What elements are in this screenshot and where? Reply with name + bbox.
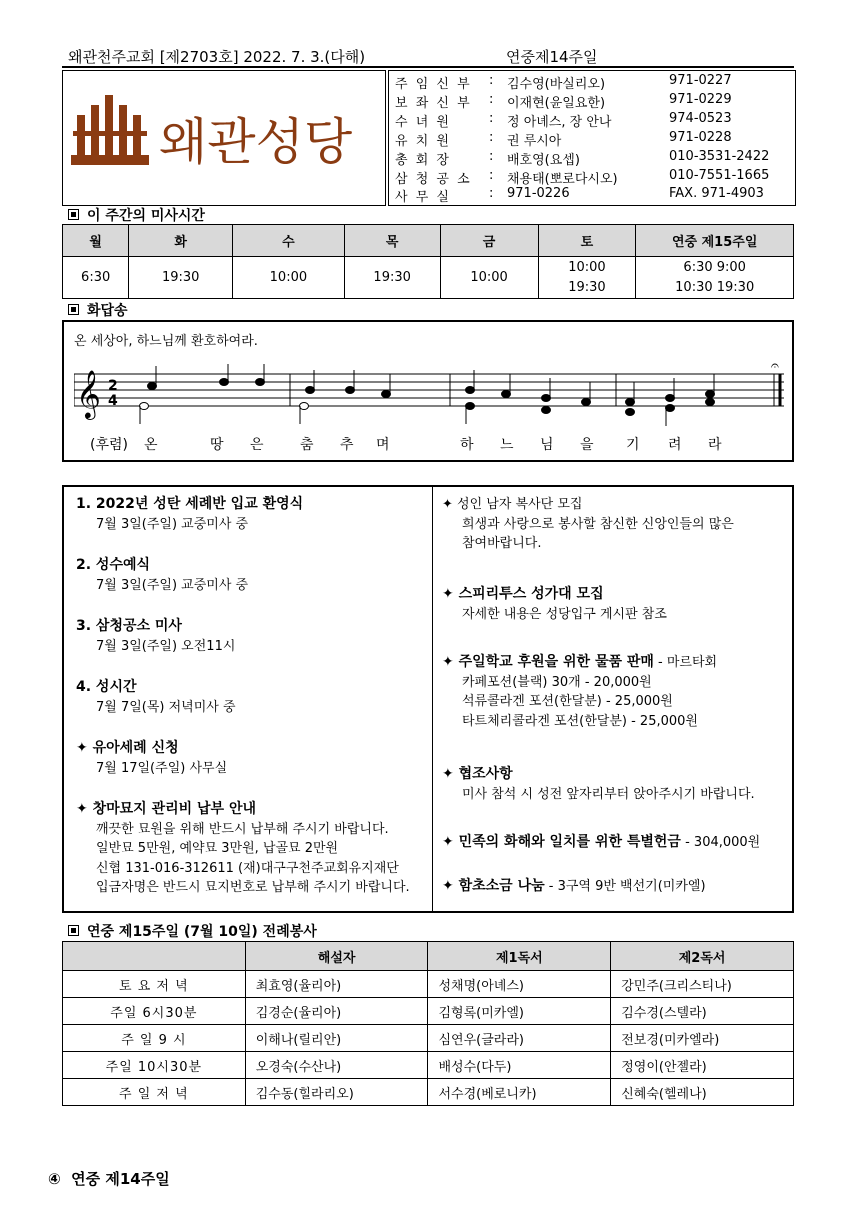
sunday-title: 연중제14주일 [506,48,598,66]
notice-item: ✦ 함초소금 나눔 - 3구역 9반 백선기(미카엘) [442,878,706,894]
mass-time: 6:30 [63,257,129,299]
church-logo [63,71,385,205]
lyric: 느 [500,437,514,453]
notice-item: ✦ 주일학교 후원을 위한 물품 판매 - 마르타회 카페포션(블랙) 30개 - 20,000원 석류콜라겐 포션(한달분) - 25,000원 타트체리콜라겐 포션(한달분) - 25,000원 [442,654,718,729]
staff-directory [388,70,796,206]
lyric: 은 [250,437,264,453]
staff-row: 수 녀 원 : 정 아녜스, 장 안나 974-0523 [395,111,732,130]
notice-item: ✦ 민족의 화해와 일치를 위한 특별헌금 - 304,000원 [442,834,761,850]
staff-row: 보 좌 신 부 : 이재현(윤일요한) 971-0229 [395,92,732,111]
music-staff [74,362,786,432]
table-row: 주일 10시30분 오경숙(수산나) 배성수(다두) 정영이(안젤라) [63,1052,794,1079]
day-header: 연중 제15주일 [636,225,794,257]
mass-time-sat: 10:00 19:30 [538,257,636,299]
psalm-text: 온 세상아, 하느님께 환호하여라. [74,334,258,349]
table-row: 주일 6시30분 김경순(율리아) 김형록(미카엘) 김수경(스텔라) [63,998,794,1025]
lyric: 추 [340,437,354,453]
psalm-section-title: 화답송 [62,300,128,320]
svg-text:2: 2 [108,378,118,394]
lyric: 기 [626,437,640,453]
lyric: 땅 [210,437,224,453]
lyric: 라 [708,437,722,453]
staff-row: 총 회 장 : 배호영(요셉) 010-3531-2422 [395,149,770,168]
table-row: 토 요 저 녁 최효영(율리아) 성채명(아녜스) 강민주(크리스티나) [63,971,794,998]
lyric: (후렴) [90,437,128,453]
logo-box [62,70,386,206]
notice-item: 2. 성수예식 7월 3일(주일) 교중미사 중 [76,557,249,593]
staff-row: 유 치 원 : 권 루시아 971-0228 [395,130,732,149]
bulletin-header [62,44,794,68]
mass-section-title: 이 주간의 미사시간 [62,205,205,225]
mass-time-sun: 6:30 9:00 10:30 19:30 [636,257,794,299]
day-header: 수 [233,225,345,257]
notices-box [62,485,794,913]
psalm-box [62,320,794,462]
mass-time: 10:00 [440,257,538,299]
notice-item: ✦ 협조사항 미사 참석 시 성전 앞자리부터 앉아주시기 바랍니다. [442,766,755,802]
logo-text: 왜관성당 [159,113,353,171]
notice-item: 4. 성시간 7월 7일(목) 저녁미사 중 [76,679,236,715]
page-footer: ④ 연중 제14주일 [48,1170,170,1188]
svg-text:𝄐: 𝄐 [771,362,779,374]
notice-item: ✦ 유아세례 신청 7월 17일(주일) 사무실 [76,740,228,776]
treble-clef: 𝄞 [76,369,101,418]
day-header: 금 [440,225,538,257]
table-row: 주 일 저 녁 김수동(힐라리오) 서수경(베로니카) 신혜숙(헬레나) [63,1079,794,1106]
lyric: 며 [376,437,390,453]
lyric: 님 [540,437,554,453]
lyric: 하 [460,437,474,453]
mass-time: 19:30 [344,257,440,299]
mass-time: 19:30 [129,257,233,299]
lyric: 온 [144,437,158,453]
lyric: 려 [668,437,682,453]
serve-table: 해설자 제1독서 제2독서 토 요 저 녁 최효영(율리아) 성채명(아녜스) 강민주(크리스티나) 주일 6시30분 김경순(율리아) 김형록(미카엘) 김수경(스텔라) 주 일 9 시 이해나(릴리안) 심연우(글라라) 전보경(미카엘라) 주일 10시30분 오경숙(수산나) 배성수(다두) 정영이(안젤라) 주 일 저 녁 김수동(힐라리오) 서수경(베로니카) 신혜숙(헬레나) [62,941,794,1106]
notice-item: 3. 삼청공소 미사 7월 3일(주일) 오전11시 [76,618,236,654]
day-header: 화 [129,225,233,257]
day-header: 목 [344,225,440,257]
lyric: 을 [580,437,594,453]
mass-times-table [62,224,794,299]
staff-row: 삼 청 공 소 : 채용태(뽀로다시오) 010-7551-1665 [395,168,770,187]
lyric: 춤 [300,437,314,453]
issue-info: 왜관천주교회 [제2703호] 2022. 7. 3.(다해) [68,48,366,66]
notice-item: ✦ 성인 남자 복사단 모집 희생과 사랑으로 봉사할 참신한 신앙인들의 많은 참여바랍니다. [442,497,734,551]
day-header: 월 [63,225,129,257]
table-row: 주 일 9 시 이해나(릴리안) 심연우(글라라) 전보경(미카엘라) [63,1025,794,1052]
staff-row: 주 임 신 부 : 김수영(바실리오) 971-0227 [395,73,732,92]
mass-time: 10:00 [233,257,345,299]
serve-section-title: 연중 제15주일 (7월 10일) 전례봉사 [62,921,317,941]
notice-item: ✦ 스피리투스 성가대 모집 자세한 내용은 성당입구 게시판 참조 [442,586,667,622]
staff-row: 사 무 실 : 971-0226 FAX. 971-4903 [395,186,764,205]
notice-item: 1. 2022년 성탄 세례반 입교 환영식 7월 3일(주일) 교중미사 중 [76,496,304,532]
day-header: 토 [538,225,636,257]
notice-item: ✦ 창마묘지 관리비 납부 안내 깨끗한 묘원을 위해 반드시 납부해 주시기 바랍니다. 일반묘 5만원, 예약묘 3만원, 납골묘 2만원 신협 131-016-312611 (재)대구구천주교회유지재단 입금자명은 반드시 묘지번호로 납부해 주시기 바랍니다. [76,801,410,895]
svg-text:4: 4 [108,393,118,409]
